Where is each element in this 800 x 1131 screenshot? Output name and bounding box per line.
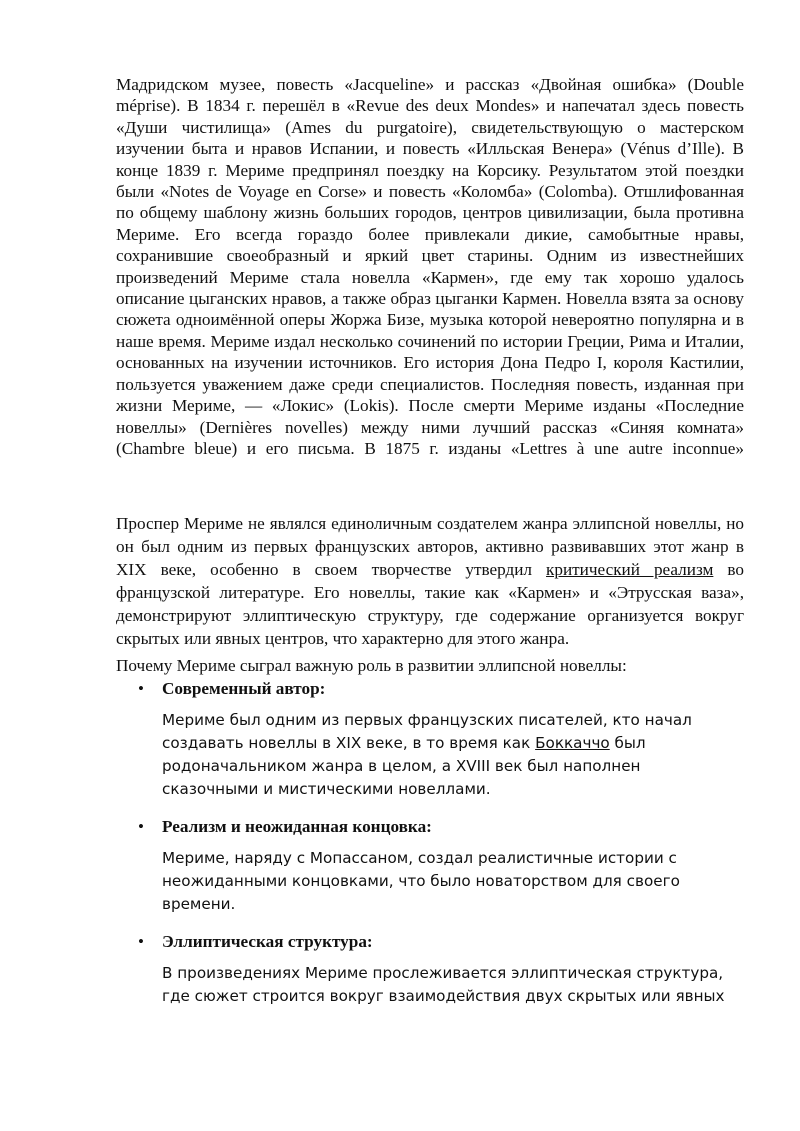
paragraph2-text-before-link: Проспер Мериме не являлся единоличным создателем жанра эллипсной новеллы, но он был одним из первых французских авторов, активно развивавших этот жанр в XIX веке, особенно в своем творчестве утвердил	[116, 514, 744, 580]
list-item	[116, 815, 744, 916]
realism-link[interactable]: критический реализм	[546, 560, 714, 580]
boccaccio-link[interactable]: Боккаччо	[535, 734, 610, 753]
item-line: времени.	[162, 895, 236, 914]
item-title: Реализм и неожиданная концовка:	[162, 817, 432, 837]
bullet-icon: •	[138, 932, 144, 952]
item-line: сказочными и мистическими новеллами.	[162, 780, 491, 799]
item-line: Мериме был одним из первых французских писателей, кто начал	[162, 711, 692, 730]
list-intro: Почему Мериме сыграл важную роль в развитии эллипсной новеллы:	[116, 656, 627, 676]
item-line-text: был	[609, 734, 646, 753]
item-line: родоначальником жанра в целом, а XVIII век был наполнен	[162, 757, 641, 776]
item-body	[162, 847, 728, 916]
item-body	[162, 962, 728, 1008]
paragraph-merimee-biography: Мадридском музее, повесть «Jacqueline» и рассказ «Двойная ошибка» (Double méprise). В 1834 г. перешёл в «Revue des deux Mondes» и напечатал здесь повесть «Души чистилища» (Ames du purgatoire), свидетельствующую о мастерском изучении быта и нравов Испании, и повесть «Илльская Венера» (Vénus d’Ille). В конце 1839 г. Мериме предпринял поездку на Корсику. Результатом этой поездки были «Notes de Voyage en Corse» и повесть «Коломба» (Colomba). Отшлифованная по общему шаблону жизнь больших городов, центров цивилизации, была противна Мериме. Его всегда гораздо более привлекали дикие, самобытные нравы, сохранившие своеобразный и яркий цвет старины. Одним из известнейших произведений Мериме стала новелла «Кармен», где ему так хорошо удалось описание цыганских нравов, а также образ цыганки Кармен. Новелла взята за основу сюжета одноимённой оперы Жоржа Бизе, музыка которой невероятно популярна и в наше время. Мериме издал несколько сочинений по истории Греции, Рима и Италии, основанных на изучении источников. Его история Дона Педро I, короля Кастилии, пользуется уважением даже среди специалистов. Последняя повесть, изданная при жизни Мериме, — «Локис» (Lokis). После смерти Мериме изданы «Последние новеллы» (Dernières novelles) между ними лучший рассказ «Синяя комната» (Chambre bleue) и его письма. В 1875 г. изданы «Lettres à une autre inconnue»	[116, 75, 744, 458]
item-line	[162, 732, 728, 755]
item-title: Эллиптическая структура:	[162, 932, 373, 952]
bullet-icon: •	[138, 817, 144, 837]
bullet-icon: •	[138, 679, 144, 699]
document-page	[116, 74, 744, 1008]
item-line-text: создавать новеллы в XIX веке, в то время как	[162, 734, 536, 753]
paragraph2-text-after-link: во французской литературе. Его новеллы, такие как «Кармен» и «Этрусская ваза», демонстрируют эллиптическую структуру, где содержание организуется вокруг скрытых или явных центров, что характерно для этого жанра.	[116, 560, 744, 649]
item-line: В произведениях Мериме прослеживается эллиптическая структура,	[162, 964, 724, 983]
list-item	[116, 930, 744, 1008]
item-title: Современный автор:	[162, 679, 326, 699]
paragraph-spacer	[116, 459, 744, 512]
item-body	[162, 709, 728, 801]
paragraph-elliptic-novella	[116, 512, 744, 650]
item-line: где сюжет строится вокруг взаимодействия двух скрытых или явных	[162, 987, 725, 1006]
list-item	[116, 677, 744, 801]
item-line: неожиданными концовками, что было новаторством для своего	[162, 872, 680, 891]
reasons-list	[116, 677, 744, 1008]
item-line: Мериме, наряду с Мопассаном, создал реалистичные истории с	[162, 849, 677, 868]
